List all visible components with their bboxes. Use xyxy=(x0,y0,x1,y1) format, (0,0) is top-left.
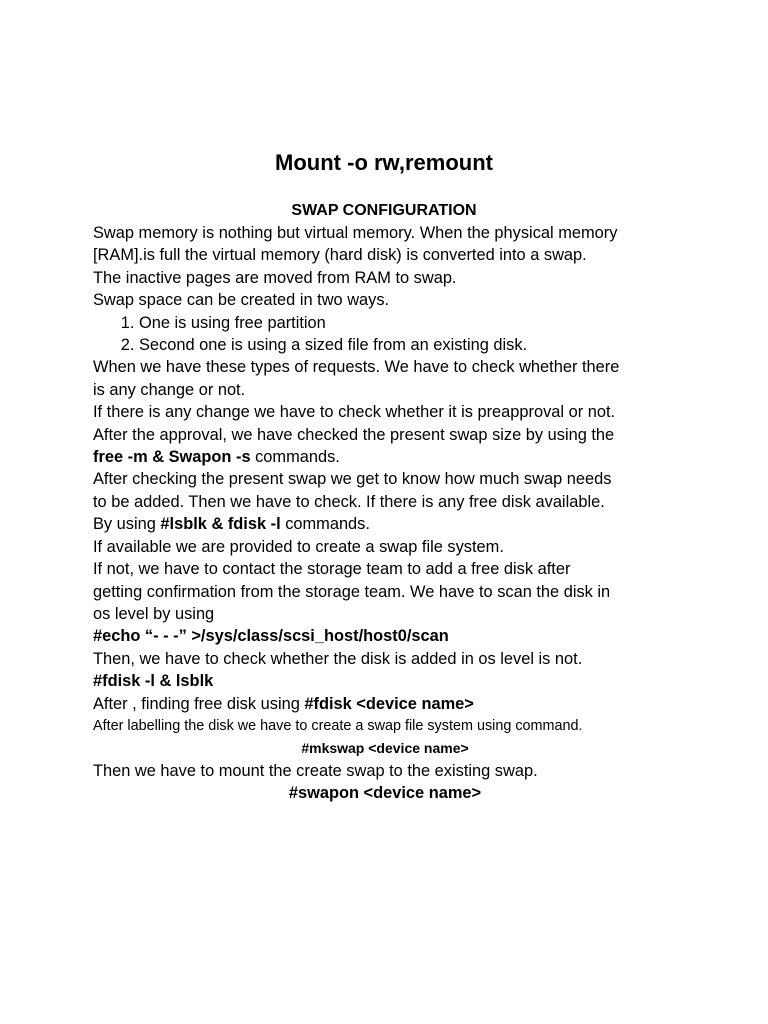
command-line xyxy=(93,782,677,804)
paragraph-line xyxy=(93,446,693,468)
document-title: Mount -o rw,remount xyxy=(275,150,493,175)
paragraph-text: After , finding free disk using xyxy=(93,694,305,713)
command-text: #fdisk -l & lsblk xyxy=(93,672,214,691)
command-text: #fdisk <device name> xyxy=(304,694,474,713)
command-text: free -m & Swapon -s xyxy=(93,448,251,467)
command-text: #lsblk & fdisk -l xyxy=(160,515,281,534)
list-item: 2. Second one is using a sized file from an existing disk. xyxy=(139,334,693,356)
document-body xyxy=(93,222,693,805)
paragraph-line: When we have these types of requests. We have to check whether there xyxy=(93,358,620,377)
command-text: #swapon <device name> xyxy=(288,784,482,803)
paragraph-line: After checking the present swap we get to know how much swap needs xyxy=(93,470,612,489)
paragraph-line xyxy=(93,693,693,715)
paragraph-line: If not, we have to contact the storage team to add a free disk after xyxy=(93,560,571,579)
paragraph-line: Then we have to mount the create swap to the existing swap. xyxy=(93,761,538,780)
paragraph-line: [RAM].is full the virtual memory (hard disk) is converted into a swap. xyxy=(93,246,587,265)
paragraph-line xyxy=(93,513,693,535)
paragraph-line: getting confirmation from the storage team. We have to scan the disk in xyxy=(93,582,611,601)
paragraph-line: is any change or not. xyxy=(93,380,246,399)
paragraph-line: If there is any change we have to check whether it is preapproval or not. xyxy=(93,403,616,422)
paragraph-line: Then, we have to check whether the disk is added in os level is not. xyxy=(93,649,583,668)
paragraph-line: After the approval, we have checked the present swap size by using the xyxy=(93,425,615,444)
paragraph-line: os level by using xyxy=(93,604,215,623)
section-heading: SWAP CONFIGURATION xyxy=(291,202,477,219)
paragraph-line: The inactive pages are moved from RAM to swap. xyxy=(93,268,457,287)
command-text: #echo “- - -” >/sys/class/scsi_host/host0/scan xyxy=(93,627,449,646)
paragraph-line: to be added. Then we have to check. If there is any free disk available. xyxy=(93,492,605,511)
paragraph-text: By using xyxy=(93,515,161,534)
paragraph-line: Swap memory is nothing but virtual memory. When the physical memory xyxy=(93,224,618,242)
command-line: #mkswap <device name> xyxy=(301,740,469,757)
paragraph-line: Swap space can be created in two ways. xyxy=(93,291,390,310)
ways-list xyxy=(93,312,693,357)
paragraph-text: commands. xyxy=(280,515,370,534)
command-line xyxy=(93,625,693,647)
command-line xyxy=(93,670,693,692)
paragraph-line: If available we are provided to create a swap file system. xyxy=(93,537,504,556)
paragraph-text: commands. xyxy=(250,448,340,467)
paragraph-line: After labelling the disk we have to create a swap file system using command. xyxy=(93,717,583,734)
list-item: 1. One is using free partition xyxy=(139,312,693,334)
